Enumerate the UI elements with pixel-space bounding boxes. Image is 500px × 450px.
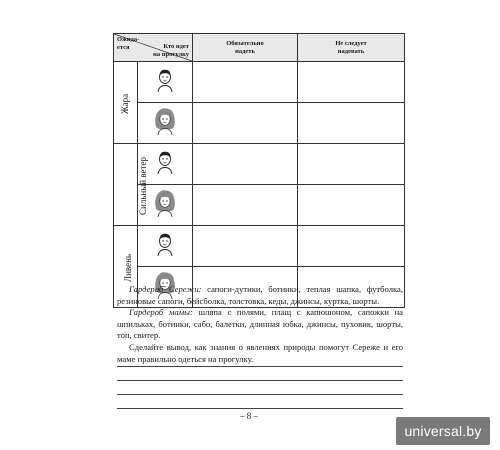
- table-row: [114, 144, 405, 185]
- wardrobe-serezha-label: Гардероб Сережи:: [129, 284, 202, 294]
- must-not-wear-cell[interactable]: [298, 226, 405, 267]
- table-row: [114, 103, 405, 144]
- mom-face-icon: [153, 107, 177, 135]
- watermark: universal.by: [396, 417, 490, 445]
- boy-face-icon: [155, 231, 175, 257]
- answer-line[interactable]: [117, 394, 403, 395]
- must-wear-cell[interactable]: [193, 226, 298, 267]
- table-row: [114, 62, 405, 103]
- header-must-not-wear: Не следует надевать: [298, 34, 405, 62]
- boy-cell: [138, 62, 193, 103]
- clothing-table: [113, 33, 405, 308]
- mom-face-icon: [153, 189, 177, 217]
- header-expected: Ожида- ется: [117, 36, 140, 51]
- must-not-wear-cell[interactable]: [298, 144, 405, 185]
- weather-cell: [114, 144, 148, 226]
- weather-label: Жара: [120, 93, 131, 114]
- header-who-walks: Кто идет на прогулку: [153, 43, 189, 58]
- must-wear-cell[interactable]: [193, 185, 298, 226]
- wardrobe-serezha: [117, 284, 403, 307]
- wardrobe-mom-label: Гардероб мамы:: [129, 307, 193, 318]
- must-not-wear-cell[interactable]: [298, 62, 405, 103]
- weather-label: Сильный ветер: [137, 156, 148, 215]
- wardrobe-serezha-body: сапоги-дутики, ботинки, теплая шапка, футболка, резиновые сапоги, бейсболка, толстовка, кеды, джинсы, куртка, шорты.: [117, 284, 404, 306]
- answer-line[interactable]: [117, 408, 403, 409]
- answer-line[interactable]: [117, 380, 403, 381]
- table-row: [114, 185, 405, 226]
- boy-cell: [138, 226, 193, 267]
- answer-line[interactable]: [117, 366, 403, 367]
- page-number: – 8 –: [240, 411, 258, 421]
- must-wear-cell[interactable]: [193, 144, 298, 185]
- must-wear-cell[interactable]: [193, 103, 298, 144]
- must-not-wear-cell[interactable]: [298, 103, 405, 144]
- boy-face-icon: [155, 149, 175, 175]
- table-header-row: [114, 34, 405, 62]
- weather-label: Ливень: [123, 253, 134, 282]
- table-row: [114, 226, 405, 267]
- header-must-wear: Обязательно надеть: [193, 34, 298, 62]
- wardrobe-text: [117, 284, 403, 365]
- task-instruction: Сделайте вывод, как знания о явлениях природы помогут Сереже и его маме правильно одеться на прогулку.: [117, 341, 403, 364]
- wardrobe-mom: [117, 307, 403, 342]
- weather-cell: [114, 62, 138, 144]
- diagonal-header-cell: [114, 34, 193, 62]
- must-not-wear-cell[interactable]: [298, 185, 405, 226]
- wardrobe-mom-body: шляпа с полями, плащ с капюшоном, сапожки на шпильках, ботинки, сабо, балетки, длинная юбка, джинсы, пуховик, шорты, топ, свитер.: [117, 307, 403, 341]
- must-wear-cell[interactable]: [193, 62, 298, 103]
- mom-cell: [138, 103, 193, 144]
- boy-face-icon: [155, 67, 175, 93]
